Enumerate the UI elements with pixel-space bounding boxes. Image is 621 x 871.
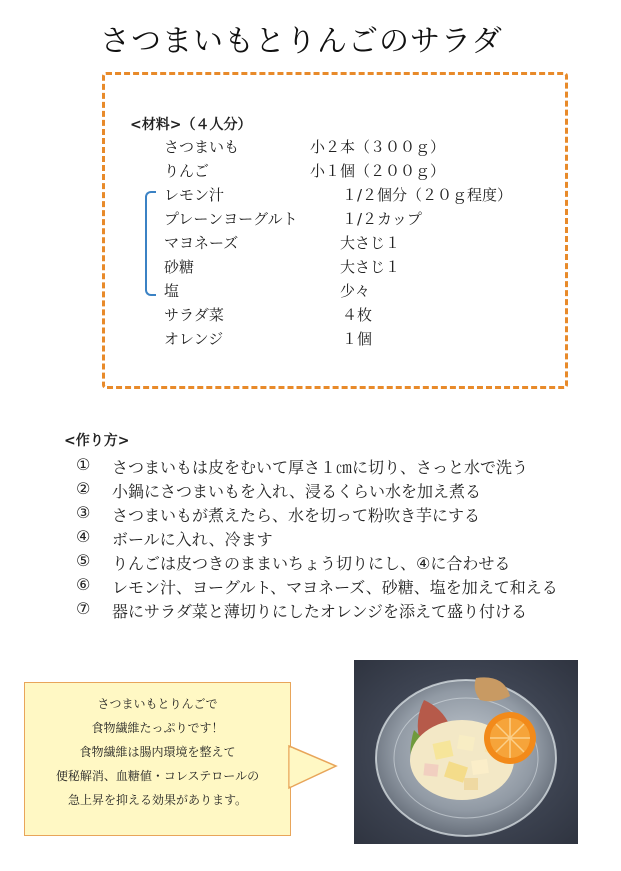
step-text: さつまいもが煮えたら、水を切って粉吹き芋にする (112, 506, 481, 525)
step-number: ② (76, 479, 91, 498)
ingredient-amount: １個 (342, 330, 373, 348)
callout-line: 食物繊維は腸内環境を整えて (79, 745, 236, 759)
callout-tail (286, 744, 338, 790)
ingredient-name: オレンジ (164, 330, 224, 348)
step-number: ① (76, 455, 91, 474)
step-row (0, 527, 621, 551)
ingredient-row (0, 136, 621, 160)
ingredient-name: さつまいも (164, 138, 240, 156)
salad-photo (354, 660, 578, 844)
step-row (0, 503, 621, 527)
ingredient-row (0, 208, 621, 232)
ingredient-name: 塩 (164, 282, 180, 300)
ingredient-name: りんご (164, 162, 210, 180)
ingredients-heading: <材料>（４人分） (130, 117, 252, 133)
ingredient-amount: 少々 (340, 282, 371, 300)
ingredient-row (0, 184, 621, 208)
step-text: 器にサラダ菜と薄切りにしたオレンジを添えて盛り付ける (112, 602, 528, 621)
callout-line: 便秘解消、血糖値・コレステロールの (55, 769, 260, 783)
seasoning-bracket (145, 191, 156, 296)
step-number: ④ (76, 527, 91, 546)
ingredient-amount: 大さじ１ (340, 234, 401, 252)
ingredient-amount: １/２カップ (342, 210, 422, 228)
step-text: 小鍋にさつまいもを入れ、浸るくらい水を加え煮る (112, 482, 481, 501)
ingredient-row (0, 280, 621, 304)
step-row (0, 599, 621, 623)
ingredient-amount: １/２個分（２０ｇ程度） (342, 186, 513, 204)
ingredient-name: サラダ菜 (164, 306, 224, 324)
ingredient-name: マヨネーズ (164, 234, 239, 252)
step-row (0, 575, 621, 599)
ingredient-amount: 小１個（２００ｇ） (310, 162, 446, 180)
step-row (0, 455, 621, 479)
callout-line: 急上昇を抑える効果があります。 (67, 793, 248, 807)
ingredient-row (0, 256, 621, 280)
ingredient-amount: ４枚 (342, 306, 373, 324)
steps-heading: <作り方> (64, 433, 130, 449)
step-text: りんごは皮つきのままいちょう切りにし、④に合わせる (112, 554, 511, 573)
callout-line: さつまいもとりんごで (97, 697, 218, 711)
ingredient-amount: 小２本（３００ｇ） (310, 138, 446, 156)
ingredient-row (0, 328, 621, 352)
ingredient-name: 砂糖 (164, 258, 195, 276)
step-text: さつまいもは皮をむいて厚さ１㎝に切り、さっと水で洗う (112, 458, 529, 477)
recipe-title: さつまいもとりんごのサラダ (100, 24, 503, 59)
step-text: レモン汁、ヨーグルト、マヨネーズ、砂糖、塩を加えて和える (112, 578, 558, 597)
step-number: ⑥ (76, 575, 91, 594)
step-number: ⑤ (76, 551, 91, 570)
step-text: ボールに入れ、冷ます (112, 530, 273, 549)
ingredient-row (0, 160, 621, 184)
callout-line: 食物繊維たっぷりです！ (91, 721, 224, 735)
step-row (0, 479, 621, 503)
ingredient-name: レモン汁 (164, 186, 225, 204)
step-number: ⑦ (76, 599, 91, 618)
salad-photo-icon (354, 660, 578, 844)
ingredient-row (0, 232, 621, 256)
step-row (0, 551, 621, 575)
ingredient-name: プレーンヨーグルト (164, 210, 298, 228)
ingredient-row (0, 304, 621, 328)
callout-text (24, 692, 291, 812)
ingredient-amount: 大さじ１ (340, 258, 401, 276)
step-number: ③ (76, 503, 91, 522)
